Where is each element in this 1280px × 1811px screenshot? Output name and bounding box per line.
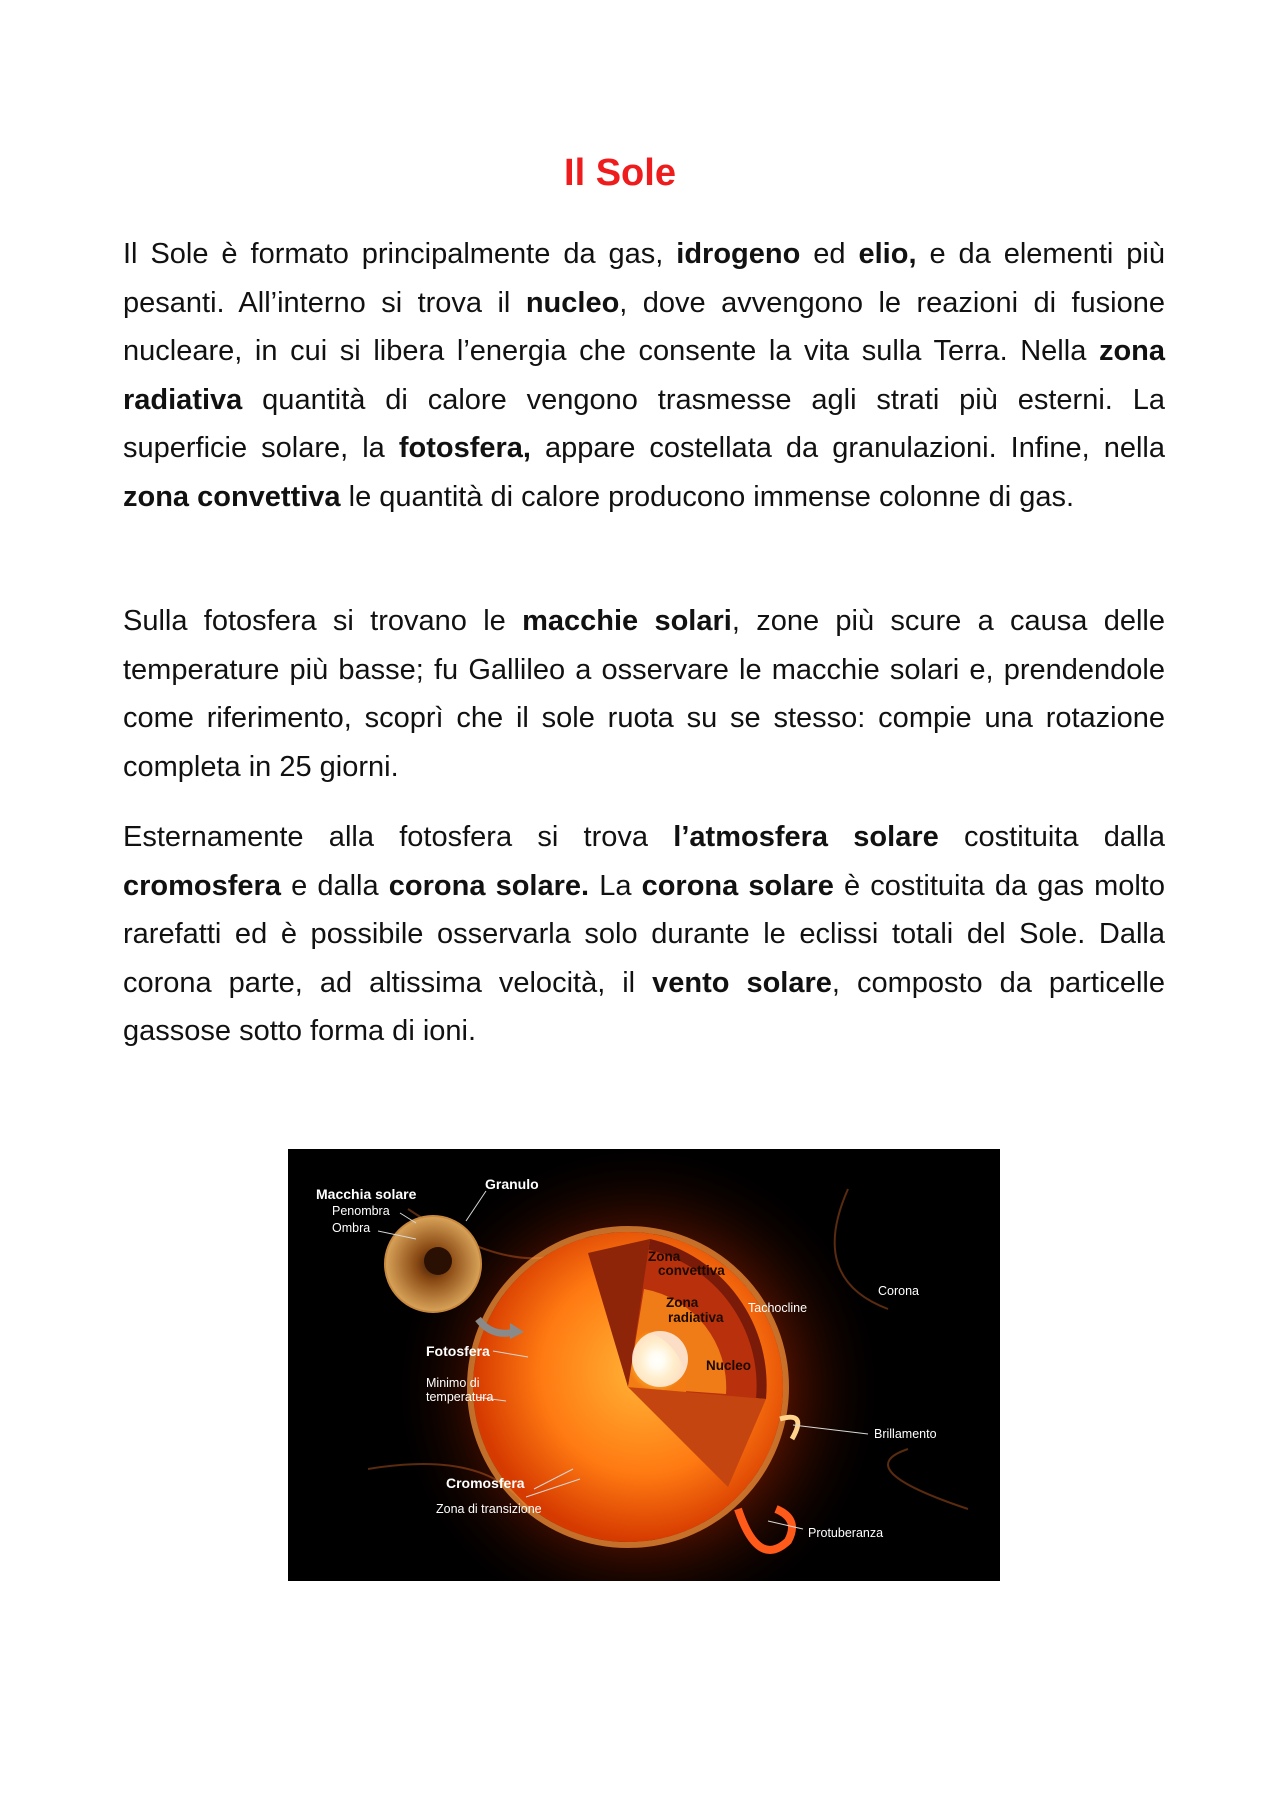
text-run: ed bbox=[800, 238, 859, 270]
core-highlight bbox=[632, 1331, 688, 1387]
bold-term: cromosfera bbox=[123, 869, 281, 902]
page-title: Il Sole bbox=[564, 152, 676, 194]
bold-term: vento solare bbox=[652, 966, 832, 999]
label-flare: Brillamento bbox=[874, 1427, 937, 1441]
bold-term: corona solare. bbox=[388, 869, 590, 902]
label-penumbra: Penombra bbox=[332, 1204, 390, 1218]
text-run: e dalla bbox=[280, 869, 389, 902]
label-corona: Corona bbox=[878, 1284, 919, 1298]
label-photosphere: Fotosfera bbox=[426, 1343, 490, 1359]
bold-term: l’atmosfera solare bbox=[673, 821, 939, 853]
text-run: è costituita da gas molto rarefatti ed è possibile osservarla solo durante le eclissi totali del Sole. Dalla corona parte, ad altissima velocità, il bbox=[123, 869, 1165, 999]
text-run: , composto da particelle gassose sotto forma di ioni. bbox=[123, 966, 1165, 1047]
text-run: , zone più scure a causa delle temperature più basse; fu Gallileo a osservare le macchie solari e, prendendole come riferimento, scoprì che il sole ruota su se stesso: compie una rotazione completa in 25 giorni. bbox=[123, 605, 1166, 783]
paragraph-2 bbox=[123, 597, 1165, 791]
bold-term: zona convettiva bbox=[123, 480, 341, 513]
label-radiative-zone-2: radiativa bbox=[668, 1310, 724, 1325]
bold-term: corona solare bbox=[641, 869, 834, 902]
text-run: Il Sole è formato principalmente da gas, bbox=[123, 238, 677, 270]
text-run: e da elementi più pesanti. All’interno si trova il bbox=[123, 238, 1165, 319]
text-run: , dove avvengono le reazioni di fusione nucleare, in cui si libera l’energia che consente la vita sulla Terra. Nella bbox=[123, 286, 1165, 367]
sun-structure-figure bbox=[288, 1149, 1000, 1581]
label-temp-min-1: Minimo di bbox=[426, 1376, 480, 1390]
text-run: appare costellata da granulazioni. Infine, nella bbox=[530, 432, 1165, 464]
text-run: La bbox=[589, 869, 642, 902]
label-umbra: Ombra bbox=[332, 1221, 371, 1235]
label-convective-zone-2: convettiva bbox=[658, 1263, 725, 1278]
label-tachocline: Tachocline bbox=[748, 1301, 808, 1315]
label-prominence: Protuberanza bbox=[808, 1526, 884, 1540]
sun-diagram bbox=[288, 1149, 1000, 1581]
sunspot-umbra bbox=[424, 1247, 452, 1275]
label-transition-zone: Zona di transizione bbox=[436, 1502, 542, 1516]
label-sunspot: Macchia solare bbox=[316, 1186, 417, 1202]
bold-term: idrogeno bbox=[676, 238, 801, 270]
text-run: costituita dalla bbox=[938, 821, 1166, 853]
label-chromosphere: Cromosfera bbox=[446, 1475, 525, 1491]
bold-term: fotosfera, bbox=[398, 432, 531, 464]
bold-term: macchie solari bbox=[522, 605, 732, 637]
label-convective-zone-1: Zona bbox=[648, 1249, 681, 1264]
label-temp-min-2: temperatura bbox=[426, 1390, 494, 1404]
label-granule: Granulo bbox=[485, 1176, 539, 1192]
text-run: Esternamente alla fotosfera si trova bbox=[123, 821, 674, 853]
bold-term: nucleo bbox=[525, 286, 620, 319]
text-run: quantità di calore vengono trasmesse agli strati più esterni. La superficie solare, la bbox=[123, 383, 1165, 464]
paragraph-1 bbox=[123, 230, 1165, 521]
bold-term: zona radiativa bbox=[123, 335, 1165, 416]
bold-term: elio, bbox=[858, 238, 917, 270]
label-radiative-zone-1: Zona bbox=[666, 1295, 699, 1310]
text-run: Sulla fotosfera si trovano le bbox=[123, 605, 523, 637]
text-run: le quantità di calore producono immense colonne di gas. bbox=[340, 480, 1075, 513]
label-core: Nucleo bbox=[706, 1358, 752, 1373]
paragraph-3 bbox=[123, 813, 1165, 1056]
